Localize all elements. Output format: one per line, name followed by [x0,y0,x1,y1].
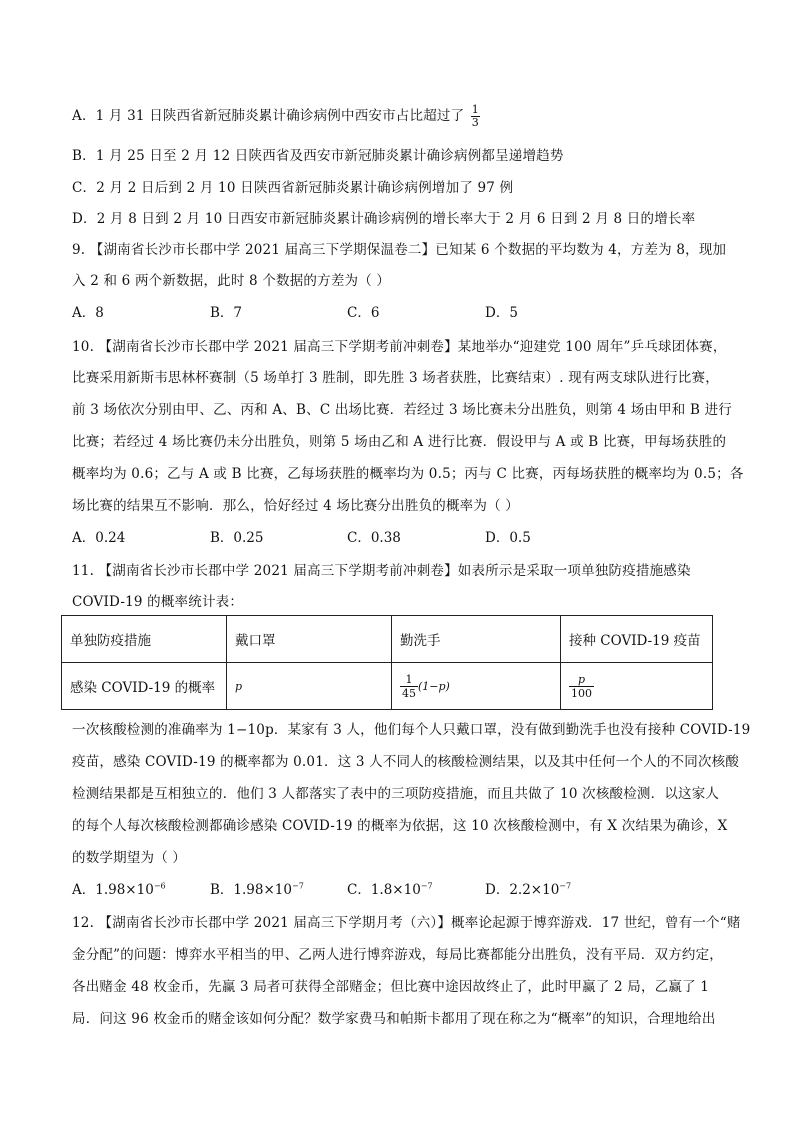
fraction-numerator: p [569,673,594,687]
exponent: −7 [420,881,433,891]
table-header-row [62,616,713,663]
fraction-denominator: 3 [471,116,479,129]
exponent: −7 [291,881,304,891]
q12-stem-line4: 局．问这 96 枚金币的赌金该如何分配？数学家费马和帕斯卡都用了现在称之为“概率”的知识，合理地给出 [72,1011,716,1027]
table-header-cell: 单独防疫措施 [62,616,227,663]
q10-stem-line4: 比赛；若经过 4 场比赛仍未分出胜负，则第 5 场由乙和 A 进行比赛．假设甲与 A 或 B 比赛，甲每场获胜的 [72,434,727,450]
q8-option-a [72,104,480,129]
probability-table [61,615,713,710]
q10-stem-line3: 前 3 场依次分别由甲、乙、丙和 A、B、C 出场比赛．若经过 3 场比赛未分出胜负，则第 4 场由甲和 B 进行 [72,402,732,418]
q8-option-a-text: A．1 月 31 日陕西省新冠肺炎累计确诊病例中西安市占比超过了 [72,108,465,124]
fraction [569,673,594,700]
option-text: A．1.98×10 [72,882,154,898]
q10-option-b: B．0.25 [210,530,264,546]
table-cell-vaccine [561,663,713,710]
fraction-numerator: 1 [471,103,479,116]
fraction-numerator: 1 [400,673,418,687]
q11-stem-line1: 11. 【湖南省长沙市长郡中学 2021 届高三下学期考前冲刺卷】如表所示是采取一项单独防疫措施感染 [72,563,691,579]
q10-option-a: A．0.24 [72,530,126,546]
option-text: D．2.2×10 [485,882,560,898]
q11-stem-line2: COVID-19 的概率统计表： [72,594,244,610]
q9-option-a: A．8 [72,305,104,321]
q11-option-b [210,878,304,898]
fraction [400,673,418,700]
math-expression: p [235,680,243,693]
q11-option-c [347,878,433,898]
q10-stem-line5: 概率均为 0.6；乙与 A 或 B 比赛，乙每场获胜的概率均为 0.5；丙与 C 比赛，丙每场获胜的概率均为 0.5；各 [72,466,744,482]
q11-paragraph-line2: 疫苗，感染 COVID-19 的概率都为 0.01．这 3 人不同人的核酸检测结果，以及其中任何一个人的不同次核酸 [72,754,740,770]
table-cell-mask [227,663,392,710]
q11-option-d [485,878,571,898]
q11-paragraph-line1: 一次核酸检测的准确率为 1−10p．某家有 3 人，他们每个人只戴口罩，没有做到勤洗手也没有接种 COVID-19 [72,722,751,738]
q9-option-b: B．7 [210,305,243,321]
exponent: −7 [559,881,572,891]
q9-option-d: D．5 [485,305,518,321]
fraction-denominator: 45 [402,686,416,700]
q8-option-d: D．2 月 8 日到 2 月 10 日西安市新冠肺炎累计确诊病例的增长率大于 2 月 6 日到 2 月 8 日的增长率 [72,211,696,227]
fraction-denominator: 100 [571,686,592,700]
table-header-cell: 接种 COVID-19 疫苗 [561,616,713,663]
q9-stem-line2: 入 2 和 6 两个新数据，此时 8 个数据的方差为（ ） [72,273,391,289]
q12-stem-line3: 各出赌金 48 枚金币，先赢 3 局者可获得全部赌金；但比赛中途因故终止了，此时甲赢了 2 局，乙赢了 1 [72,979,710,995]
table-cell-wash [392,663,561,710]
q10-option-d: D．0.5 [485,530,531,546]
q11-paragraph-line3: 检测结果都是互相独立的．他们 3 人都落实了表中的三项防疫措施，而且共做了 10 次核酸检测．以这家人 [72,786,720,802]
exponent: −6 [153,881,166,891]
q11-paragraph-line4: 的每个人每次核酸检测都确诊感染 COVID-19 的概率为依据，这 10 次核酸检测中，有 X 次结果为确诊，X [72,818,728,834]
q10-stem-line6: 场比赛的结果互不影响．那么，恰好经过 4 场比赛分出胜负的概率为（ ） [72,498,519,514]
table-header-cell: 戴口罩 [227,616,392,663]
q8-option-b: B．1 月 25 日至 2 月 12 日陕西省及西安市新冠肺炎累计确诊病例都呈递增趋势 [72,148,564,164]
q11-option-a [72,878,166,898]
q11-paragraph-line5: 的数学期望为（ ） [72,850,187,866]
q12-stem-line2: 金分配”的问题：博弈水平相当的甲、乙两人进行博弈游戏，每局比赛都能分出胜负，没有平局．双方约定， [72,947,723,963]
q9-option-c: C．6 [347,305,380,321]
table-header-cell: 勤洗手 [392,616,561,663]
math-expression: (1−p) [418,679,450,693]
table-row-label: 感染 COVID-19 的概率 [62,663,227,710]
q10-stem-line1: 10. 【湖南省长沙市长郡中学 2021 届高三下学期考前冲刺卷】某地举办“迎建党 100 周年”乒乓球团体赛， [72,339,727,355]
q12-stem-line1: 12. 【湖南省长沙市长郡中学 2021 届高三下学期月考（六）】概率论起源于博弈游戏．17 世纪，曾有一个“赌 [72,915,741,931]
option-text: B．1.98×10 [210,882,292,898]
q10-stem-line2: 比赛采用新斯韦思林杯赛制（5 场单打 3 胜制，即先胜 3 场者获胜，比赛结束）. 现有两支球队进行比赛， [72,370,719,386]
q9-stem-line1: 9. 【湖南省长沙市长郡中学 2021 届高三下学期保温卷二】已知某 6 个数据的平均数为 4，方差为 8，现加 [72,242,727,258]
table-row [62,663,713,710]
option-text: C．1.8×10 [347,882,421,898]
q8-option-c: C．2 月 2 日后到 2 月 10 日陕西省新冠肺炎累计确诊病例增加了 97 例 [72,180,514,196]
q10-option-c: C．0.38 [347,530,401,546]
fraction-one-third [471,104,480,129]
